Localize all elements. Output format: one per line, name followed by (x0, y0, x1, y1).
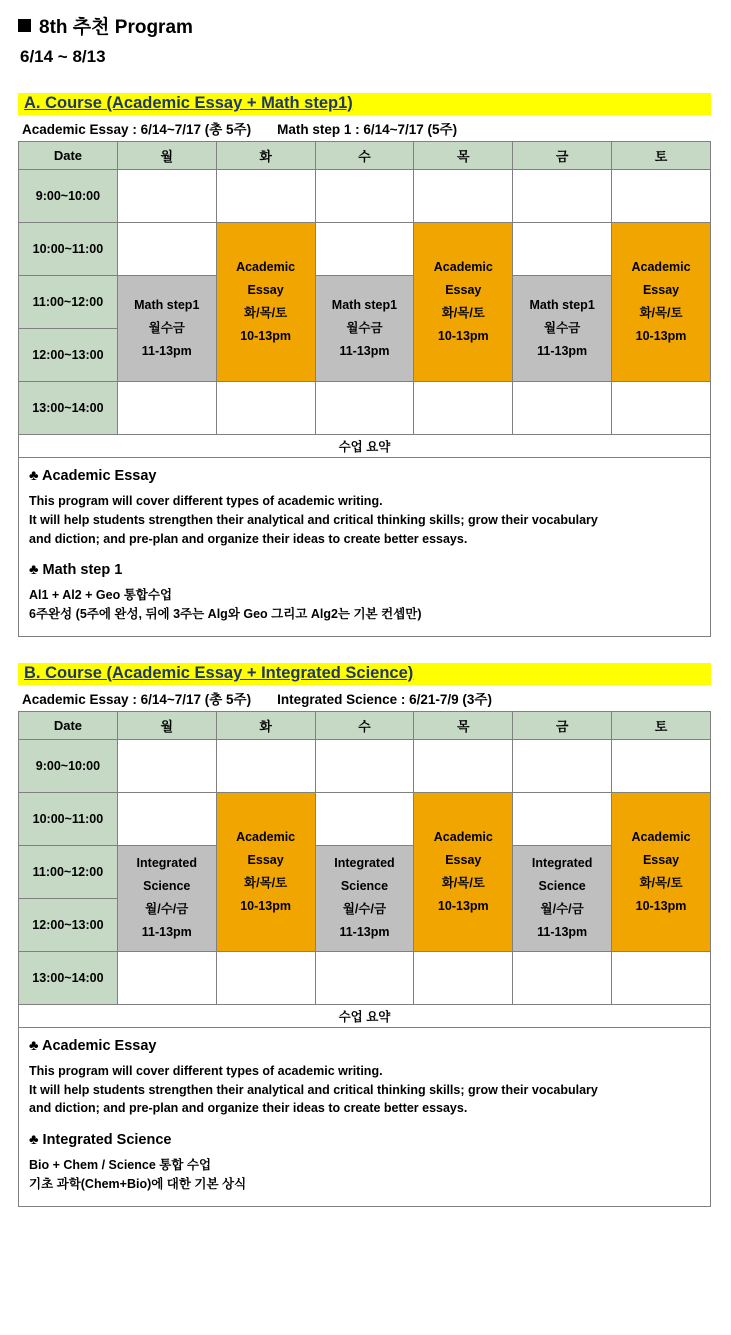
schedule-table-b (18, 711, 711, 1028)
cell-sat-0900 (612, 170, 711, 223)
block-essay-thu-line1: Academic Essay (433, 829, 493, 867)
block-math-fri-line2: 월수금 (544, 320, 581, 335)
block-essay-tue-line1: Academic Essay (236, 259, 296, 297)
cell-fri-1000 (513, 223, 612, 276)
cell-tue-1300 (216, 951, 315, 1004)
note-a1-line2: It will help students strengthen their analytical and critical thinking skills; grow their vocabulary (29, 512, 598, 527)
block-essay-thu (414, 792, 513, 951)
block-essay-sat-line3: 10-13pm (635, 898, 687, 913)
cell-thu-1300 (414, 382, 513, 435)
col-wed: 수 (315, 711, 414, 739)
note-a1-line3: and diction; and pre-plan and organize their ideas to create better essays. (29, 531, 468, 546)
block-science-mon (117, 845, 216, 951)
cell-wed-1000 (315, 792, 414, 845)
table-header-row (19, 142, 711, 170)
cell-fri-1000 (513, 792, 612, 845)
note-b2-heading: ♣ Integrated Science (29, 1132, 172, 1148)
cell-sat-0900 (612, 739, 711, 792)
table-row (19, 170, 711, 223)
notes-course-a (18, 458, 711, 637)
note-b1-line1: This program will cover different types of academic writing. (29, 1063, 383, 1078)
block-essay-tue (216, 792, 315, 951)
cell-thu-1300 (414, 951, 513, 1004)
block-math-mon-line1: Math step1 (134, 297, 200, 312)
time-slot-1100: 11:00~12:00 (19, 276, 118, 329)
section-b-subline (22, 688, 719, 708)
section-course-b (18, 663, 719, 1207)
block-math-wed (315, 276, 414, 382)
block-essay-thu (414, 223, 513, 382)
note-a2-line1: Al1 + Al2 + Geo 통합수업 (29, 588, 173, 603)
time-slot-1100: 11:00~12:00 (19, 845, 118, 898)
section-a-title: A. Course (Academic Essay + Math step1) (24, 94, 353, 112)
summary-label: 수업 요약 (19, 435, 711, 458)
block-essay-sat (612, 792, 711, 951)
block-essay-tue-line1: Academic Essay (236, 829, 296, 867)
block-science-wed (315, 845, 414, 951)
cell-fri-1300 (513, 951, 612, 1004)
block-science-fri-line4: 11-13pm (537, 925, 588, 940)
block-science-mon-line3: 월/수/금 (145, 902, 189, 917)
table-row (19, 276, 711, 329)
cell-tue-1300 (216, 382, 315, 435)
section-b-title: B. Course (Academic Essay + Integrated Science) (24, 663, 414, 682)
cell-fri-0900 (513, 739, 612, 792)
table-row (19, 845, 711, 898)
time-slot-1200: 12:00~13:00 (19, 898, 118, 951)
note-b1-line2: It will help students strengthen their analytical and critical thinking skills; grow their vocabulary (29, 1082, 598, 1097)
table-row (19, 223, 711, 276)
note-b2-line1: Bio + Chem / Science 통합 수업 (29, 1158, 212, 1172)
col-fri: 금 (513, 711, 612, 739)
block-math-mon-line2: 월수금 (148, 320, 185, 335)
col-wed: 수 (315, 142, 414, 170)
block-math-fri (513, 276, 612, 382)
note-a1-heading: ♣ Academic Essay (29, 468, 157, 484)
block-science-mon-line1: Integrated (136, 856, 197, 870)
block-science-mon-line2: Science (143, 879, 191, 894)
cell-mon-1300 (117, 382, 216, 435)
note-a2-heading: ♣ Math step 1 (29, 562, 123, 579)
section-b-title-highlight (18, 663, 711, 685)
block-essay-sat-line1: Academic Essay (631, 259, 691, 297)
block-essay-sat (612, 223, 711, 382)
cell-wed-1300 (315, 382, 414, 435)
col-date: Date (19, 711, 118, 739)
cell-mon-0900 (117, 170, 216, 223)
cell-sat-1300 (612, 382, 711, 435)
table-row (19, 951, 711, 1004)
cell-tue-0900 (216, 739, 315, 792)
block-math-mon-line3: 11-13pm (141, 344, 192, 359)
cell-thu-0900 (414, 170, 513, 223)
cell-wed-1000 (315, 223, 414, 276)
summary-row (19, 1004, 711, 1027)
square-bullet-icon (18, 19, 31, 32)
block-math-wed-line1: Math step1 (331, 297, 398, 312)
col-thu: 목 (414, 711, 513, 739)
block-essay-thu-line2: 화/목/토 (441, 875, 485, 890)
note-b1-heading: ♣ Academic Essay (29, 1037, 157, 1054)
note-a1-line1: This program will cover different types of academic writing. (29, 494, 383, 508)
note-a2-line2: 6주완성 (5주에 완성, 뒤에 3주는 Alg와 Geo 그리고 Alg2는 기본 컨셉만) (29, 607, 422, 621)
cell-tue-0900 (216, 170, 315, 223)
note-b2-line2: 기초 과학(Chem+Bio)에 대한 기본 상식 (29, 1176, 247, 1191)
cell-mon-0900 (117, 739, 216, 792)
block-science-fri-line1: Integrated (531, 856, 593, 870)
section-course-a (18, 93, 719, 637)
cell-fri-0900 (513, 170, 612, 223)
schedule-table-a (18, 141, 711, 458)
block-essay-tue-line2: 화/목/토 (244, 875, 288, 890)
cell-mon-1000 (117, 792, 216, 845)
col-tue: 화 (216, 711, 315, 739)
cell-wed-0900 (315, 170, 414, 223)
col-sat: 토 (612, 711, 711, 739)
summary-row (19, 435, 711, 458)
block-science-fri-line2: Science (538, 879, 586, 894)
cell-fri-1300 (513, 382, 612, 435)
time-slot-0900: 9:00~10:00 (19, 170, 118, 223)
block-essay-sat-line2: 화/목/토 (639, 306, 683, 320)
block-essay-thu-line1: Academic Essay (433, 259, 493, 297)
summary-label: 수업 요약 (19, 1004, 711, 1027)
block-essay-tue-line3: 10-13pm (240, 329, 291, 344)
cell-wed-1300 (315, 951, 414, 1004)
block-essay-thu-line3: 10-13pm (437, 898, 489, 913)
program-date-range: 6/14 ~ 8/13 (20, 47, 106, 66)
block-science-fri-line3: 월/수/금 (540, 902, 584, 917)
block-math-fri-line1: Math step1 (529, 297, 595, 312)
cell-wed-0900 (315, 739, 414, 792)
block-math-wed-line3: 11-13pm (339, 344, 390, 359)
block-science-wed-line1: Integrated (334, 856, 395, 870)
cell-mon-1000 (117, 223, 216, 276)
block-science-mon-line4: 11-13pm (141, 925, 192, 940)
section-a-subline-left: Academic Essay : 6/14~7/17 (총 5주) (22, 122, 252, 137)
cell-sat-1300 (612, 951, 711, 1004)
table-row (19, 792, 711, 845)
block-science-wed-line3: 월/수/금 (342, 902, 387, 917)
section-b-subline-right: Integrated Science : 6/21-7/9 (3주) (277, 691, 492, 707)
page-title (18, 12, 719, 39)
page-title-text: 8th 추천 Program (39, 17, 193, 38)
notes-course-b (18, 1028, 711, 1207)
time-slot-1300: 13:00~14:00 (19, 951, 118, 1004)
section-a-title-highlight (18, 93, 711, 115)
table-row (19, 382, 711, 435)
block-science-fri (513, 845, 612, 951)
col-mon: 월 (117, 711, 216, 739)
block-essay-thu-line2: 화/목/토 (441, 306, 485, 320)
block-essay-sat-line2: 화/목/토 (639, 875, 683, 890)
block-essay-tue (216, 223, 315, 382)
block-essay-sat-line1: Academic Essay (631, 829, 691, 867)
block-math-mon (117, 276, 216, 382)
note-spacer (29, 548, 700, 560)
time-slot-1000: 10:00~11:00 (19, 792, 118, 845)
section-a-subline (22, 118, 719, 138)
cell-mon-1300 (117, 951, 216, 1004)
time-slot-1200: 12:00~13:00 (19, 329, 118, 382)
time-slot-1000: 10:00~11:00 (19, 223, 118, 276)
block-math-fri-line3: 11-13pm (537, 344, 588, 359)
cell-thu-0900 (414, 739, 513, 792)
col-sat: 토 (612, 142, 711, 170)
block-science-wed-line2: Science (340, 879, 389, 894)
col-fri: 금 (513, 142, 612, 170)
col-thu: 목 (414, 142, 513, 170)
block-essay-sat-line3: 10-13pm (635, 329, 687, 344)
block-essay-tue-line3: 10-13pm (240, 898, 291, 913)
table-row (19, 739, 711, 792)
block-essay-tue-line2: 화/목/토 (244, 306, 288, 320)
time-slot-0900: 9:00~10:00 (19, 739, 118, 792)
block-science-wed-line4: 11-13pm (339, 925, 390, 940)
col-mon: 월 (117, 142, 216, 170)
section-b-subline-left: Academic Essay : 6/14~7/17 (총 5주) (22, 691, 252, 707)
block-math-wed-line2: 월수금 (346, 320, 383, 335)
table-header-row (19, 711, 711, 739)
col-tue: 화 (216, 142, 315, 170)
note-b1-line3: and diction; and pre-plan and organize their ideas to create better essays. (29, 1101, 468, 1116)
note-spacer (29, 1118, 700, 1130)
time-slot-1300: 13:00~14:00 (19, 382, 118, 435)
block-essay-thu-line3: 10-13pm (437, 329, 489, 344)
col-date: Date (19, 142, 118, 170)
section-a-subline-right: Math step 1 : 6/14~7/17 (5주) (277, 122, 458, 137)
